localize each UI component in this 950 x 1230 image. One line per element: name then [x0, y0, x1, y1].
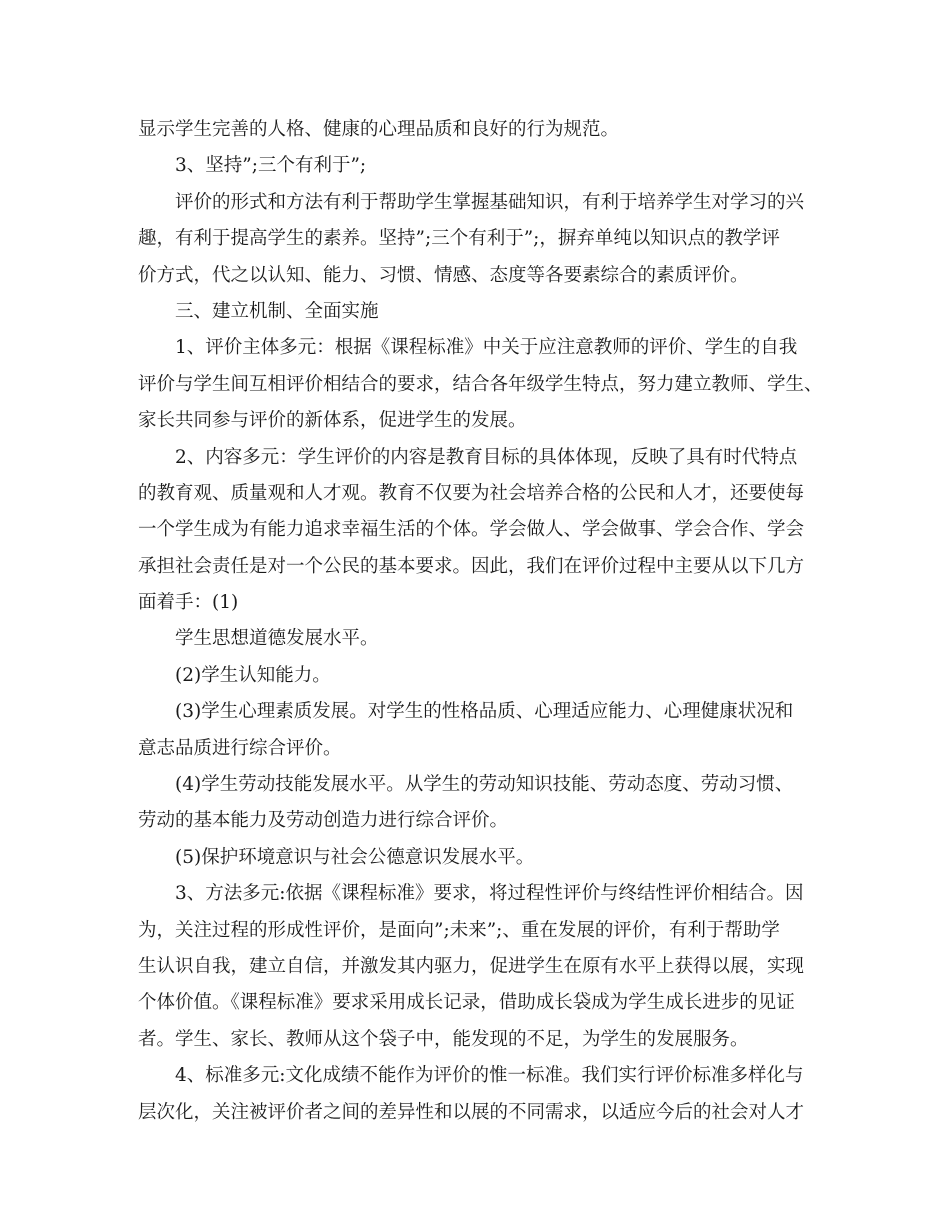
text-line: 2、内容多元：学生评价的内容是教育目标的具体体现，反映了具有时代特点: [175, 446, 798, 468]
text-line: 学生思想道德发展水平。: [175, 628, 379, 650]
text-line: 3、坚持”;三个有利于”;: [175, 155, 367, 177]
text-line: (3)学生心理素质发展。对学生的性格品质、心理适应能力、心理健康状况和: [175, 701, 794, 723]
body-text: [138, 112, 823, 1131]
text-line: 4、标准多元:文化成绩不能作为评价的惟一标准。我们实行评价标准多样化与: [175, 1065, 804, 1087]
text-line: 1、评价主体多元：根据《课程标准》中关于应注意教师的评价、学生的自我: [175, 337, 798, 359]
text-line: 为，关注过程的形成性评价，是面向”;未来”;、重在发展的评价，有利于帮助学: [138, 919, 780, 941]
text-line: 3、方法多元:依据《课程标准》要求，将过程性评价与终结性评价相结合。因: [175, 883, 804, 905]
text-line: 承担社会责任是对一个公民的基本要求。因此，我们在评价过程中主要从以下几方: [138, 555, 805, 577]
text-line: 评价与学生间互相评价相结合的要求，结合各年级学生特点，努力建立教师、学生、: [138, 373, 823, 395]
text-line: 显示学生完善的人格、健康的心理品质和良好的行为规范。: [138, 119, 620, 140]
text-line: 劳动的基本能力及劳动创造力进行综合评价。: [138, 810, 509, 832]
text-line: (2)学生认知能力。: [175, 664, 331, 686]
text-line: 者。学生、家长、教师从这个袋子中，能发现的不足，为学生的发展服务。: [138, 1028, 749, 1050]
text-line: (4)学生劳动技能发展水平。从学生的劳动知识技能、劳动态度、劳动习惯、: [175, 774, 794, 796]
text-line: (5)保护环境意识与社会公德意识发展水平。: [175, 846, 535, 868]
text-line: 个体价值。《课程标准》要求采用成长记录，借助成长袋成为学生成长进步的见证: [138, 992, 795, 1014]
text-line: 意志品质进行综合评价。: [138, 737, 342, 759]
text-line: 生认识自我，建立自信，并激发其内驱力，促进学生在原有水平上获得以展，实现: [138, 955, 805, 977]
text-line: 一个学生成为有能力追求幸福生活的个体。学会做人、学会做事、学会合作、学会: [138, 519, 805, 541]
text-line: 评价的形式和方法有利于帮助学生掌握基础知识，有利于培养学生对学习的兴: [175, 191, 805, 213]
text-line: 层次化，关注被评价者之间的差异性和以展的不同需求，以适应今后的社会对人才: [138, 1101, 805, 1123]
text-line: 的教育观、质量观和人才观。教育不仅要为社会培养合格的公民和人才，还要使每: [138, 482, 805, 504]
text-line: 趣，有利于提高学生的素养。坚持”;三个有利于”;，摒弃单纯以知识点的教学评: [138, 228, 780, 250]
text-line: 三、建立机制、全面实施: [175, 300, 379, 322]
text-line: 价方式，代之以认知、能力、习惯、情感、态度等各要素综合的素质评价。: [138, 264, 749, 286]
text-line: 家长共同参与评价的新体系，促进学生的发展。: [138, 410, 527, 432]
text-line: 面着手：(1): [138, 592, 239, 614]
